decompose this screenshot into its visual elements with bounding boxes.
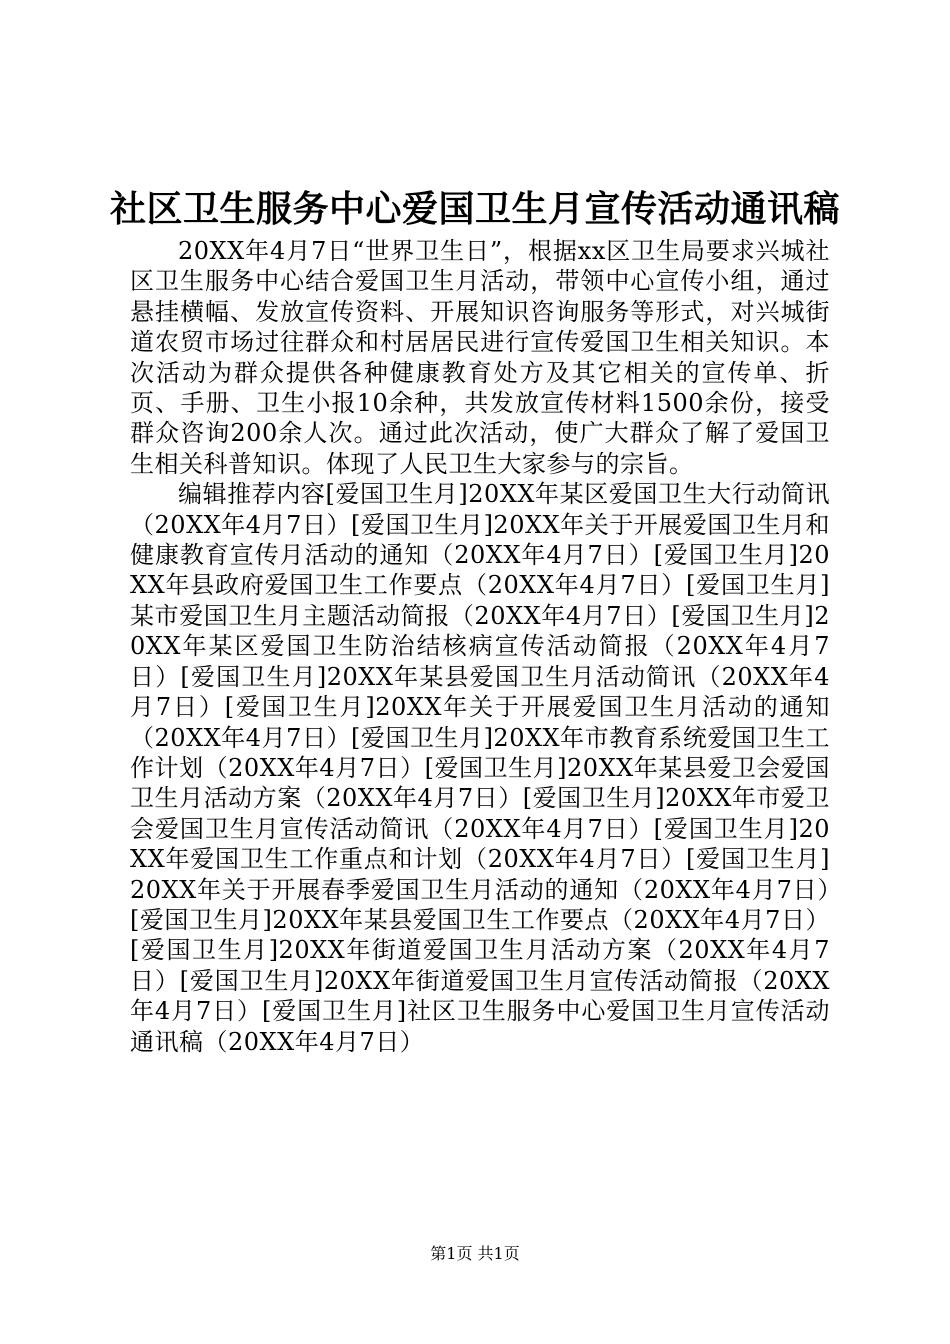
page-number-footer: 第1页 共1页 xyxy=(430,1244,520,1263)
document-body xyxy=(130,236,830,1057)
document-title: 社区卫生服务中心爱国卫生月宣传活动通讯稿 xyxy=(109,188,840,230)
paragraph-recommended-content: 编辑推荐内容[爱国卫生月]20XX年某区爱国卫生大行动简讯（20XX年4月7日）[爱国卫生月]20XX年关于开展爱国卫生月和健康教育宣传月活动的通知（20XX年4月7日）[爱国卫生月]20XX年县政府爱国卫生工作要点（20XX年4月7日）[爱国卫生月]某市爱国卫生月主题活动简报（20XX年4月7日）[爱国卫生月]20XX年某区爱国卫生防治结核病宣传活动简报（20XX年4月7日）[爱国卫生月]20XX年某县爱国卫生月活动简讯（20XX年4月7日）[爱国卫生月]20XX年关于开展爱国卫生月活动的通知（20XX年4月7日）[爱国卫生月]20XX年市教育系统爱国卫生工作计划（20XX年4月7日）[爱国卫生月]20XX年某县爱卫会爱国卫生月活动方案（20XX年4月7日）[爱国卫生月]20XX年市爱卫会爱国卫生月宣传活动简讯（20XX年4月7日）[爱国卫生月]20XX年爱国卫生工作重点和计划（20XX年4月7日）[爱国卫生月]20XX年关于开展春季爱国卫生月活动的通知（20XX年4月7日）[爱国卫生月]20XX年某县爱国卫生工作要点（20XX年4月7日）[爱国卫生月]20XX年街道爱国卫生月活动方案（20XX年4月7日）[爱国卫生月]20XX年街道爱国卫生月宣传活动简报（20XX年4月7日）[爱国卫生月]社区卫生服务中心爱国卫生月宣传活动通讯稿（20XX年4月7日） xyxy=(130,480,830,1056)
paragraph-activity-report: 20XX年4月7日“世界卫生日”，根据xx区卫生局要求兴城社区卫生服务中心结合爱国卫生月活动，带领中心宣传小组，通过悬挂横幅、发放宣传资料、开展知识咨询服务等形式，对兴城街道农贸市场过往群众和村居居民进行宣传爱国卫生相关知识。本次活动为群众提供各种健康教育处方及其它相关的宣传单、折页、手册、卫生小报10余种，共发放宣传材料1500余份，接受群众咨询200余人次。通过此次活动，使广大群众了解了爱国卫生相关科普知识。体现了人民卫生大家参与的宗旨。 xyxy=(130,237,830,478)
